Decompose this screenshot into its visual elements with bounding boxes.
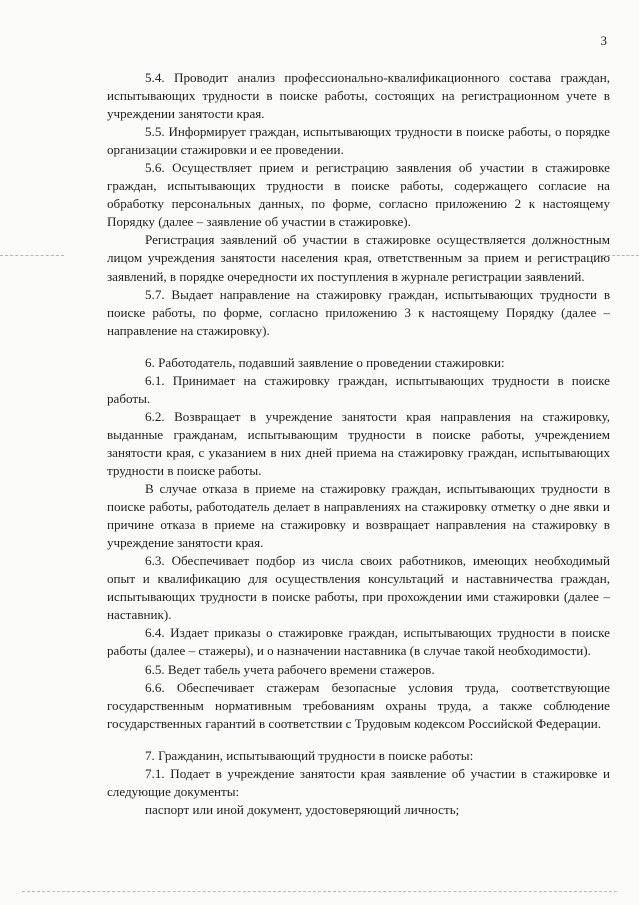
paragraph: 6.5. Ведет табель учета рабочего времени стажеров. — [145, 661, 435, 677]
section-heading: 7. Гражданин, испытывающий трудности в поиске работы: — [145, 747, 474, 763]
paragraph: 6.6. Обеспечивает стажерам безопасные условия труда, соответствующие государственным нормативным требованиям охраны труда, а также соблюдение государственных гарантий в соответствии с Трудовым кодексом Российской Федерации. — [107, 679, 610, 731]
paragraph: В случае отказа в приеме на стажировку граждан, испытывающих трудности в поиске работы, работодатель делает в направлениях на стажировку отметку о дне явки и причине отказа в приеме на стажировку и возвращает направления на стажировку в учреждение занятости края. — [107, 481, 610, 551]
paragraph: 5.6. Осуществляет прием и регистрацию заявления об участии в стажировке граждан, испытывающих трудности в поиске работы, содержащего согласие на обработку персональных данных, по форме, согласно приложению 2 к настоящему Порядку (далее – заявление об участии в стажировке). — [107, 160, 610, 230]
page-bottom-divider — [22, 891, 617, 892]
section-heading: 6. Работодатель, подавший заявление о проведении стажировки: — [145, 354, 505, 370]
paragraph: 6.4. Издает приказы о стажировке граждан, испытывающих трудности в поиске работы (далее – стажеры), и о назначении наставника (в случае такой необходимости). — [107, 625, 610, 659]
page-number: 3 — [600, 33, 607, 48]
scan-artifact-right — [593, 255, 639, 256]
paragraph: 6.3. Обеспечивает подбор из числа своих работников, имеющих необходимый опыт и квалификацию для осуществления консультаций и наставничества граждан, испытывающих трудности в поиске работы, при прохождении ими стажировки (далее – наставник). — [107, 553, 610, 623]
paragraph: 7.1. Подает в учреждение занятости края заявление об участии в стажировке и следующие документы: — [107, 765, 610, 799]
document-body — [107, 69, 610, 819]
paragraph: 5.4. Проводит анализ профессионально-квалификационного состава граждан, испытывающих трудности в поиске работы, состоящих на регистрационном учете в учреждении занятости края. — [107, 70, 610, 122]
paragraph: 5.7. Выдает направление на стажировку граждан, испытывающих трудности в поиске работы, по форме, согласно приложению 3 к настоящему Порядку (далее – направление на стажировку). — [107, 286, 610, 338]
paragraph: 6.1. Принимает на стажировку граждан, испытывающих трудности в поиске работы. — [107, 372, 610, 406]
paragraph: паспорт или иной документ, удостоверяющий личность; — [145, 801, 460, 817]
paragraph: Регистрация заявлений об участии в стажировке осуществляется должностным лицом учреждения занятости населения края, ответственным за прием и регистрацию заявлений, в порядке очередности их поступления в журнале регистрации заявлений. — [107, 232, 610, 284]
paragraph: 5.5. Информирует граждан, испытывающих трудности в поиске работы, о порядке организации стажировки и ее проведении. — [107, 124, 610, 158]
scan-artifact-left — [0, 255, 64, 256]
paragraph: 6.2. Возвращает в учреждение занятости края направления на стажировку, выданные гражданам, испытывающим трудности в поиске работы, учреждением занятости края, с указанием в них дней приема на стажировку граждан, испытывающих трудности в поиске работы. — [107, 408, 610, 478]
